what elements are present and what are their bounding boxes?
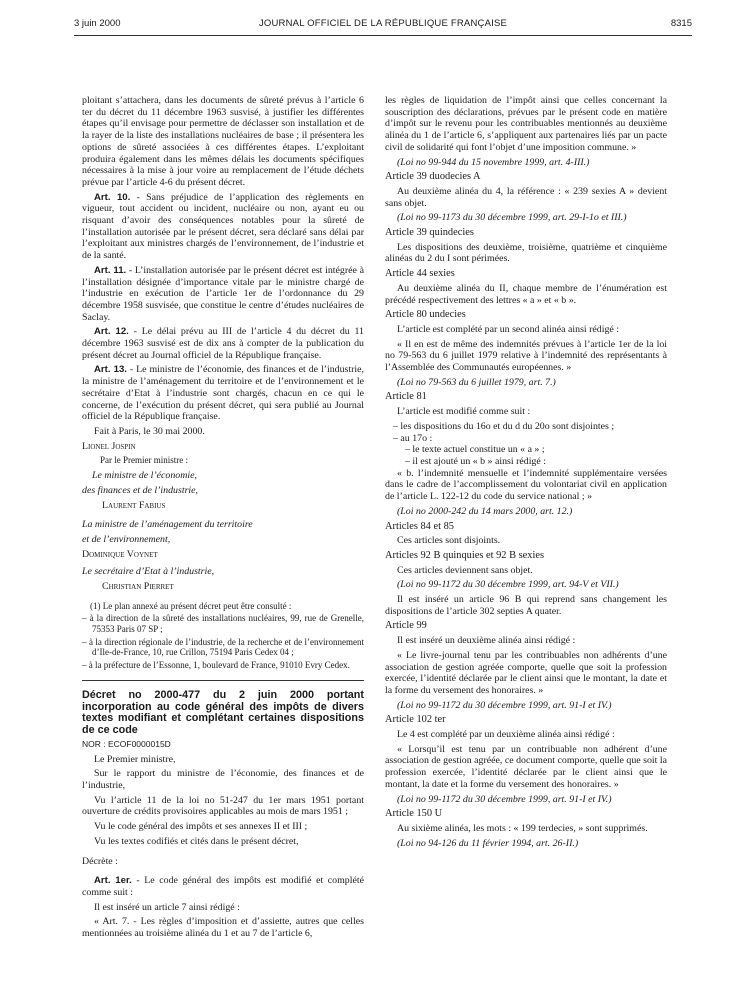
paragraph-15: « Lorsqu’il est tenu par un contribuable non adhérent d’une association de gestion agréée, ce document comporte, quelle que soit la profession exercée, l’identité déclarée par le client ainsi que le montant, la date et la forme du versement des honoraires. » — [385, 743, 667, 790]
footnotes — [82, 601, 364, 671]
paragraph-7: L’article est modifié comme suit : — [397, 406, 531, 418]
article-12 — [82, 326, 364, 361]
decrete: Décrète : — [82, 855, 118, 867]
paragraph-5: L’article est complété par un second alinéa ainsi rédigé : — [397, 323, 620, 335]
citation-3: (Loi no 79-563 du 6 juillet 1979, art. 7.) — [397, 376, 556, 388]
paragraph-2: Au deuxième alinéa du 4, la référence : « 239 sexies A » devient sans objet. — [385, 185, 667, 209]
article-12-label: Art. 12. — [94, 326, 129, 338]
citation-2: (Loi no 99-1173 du 30 décembre 1999, art. 29-I-1o et III.) — [397, 212, 627, 224]
minister-2-title-b: et de l’environnement, — [82, 533, 171, 545]
article-13-text: - Le ministre de l’économie, des finances et de l’industrie, la ministre de l’aménagement du territoire et de l’environnement et le secrétaire d’Etat à l’industrie sont chargés, chacun en ce qui le concerne, de l’exécution du présent décret, qui sera publié au Journal officiel de la République française. — [82, 364, 365, 423]
paragraph-13: « Le livre-journal tenu par les contribuables non adhérents d’une association de gestion agréée comporte, quelle que soit la profession exercée, l’identité déclarée par le client ainsi que le montant, la date et la forme du versement des honoraires. » — [385, 649, 667, 696]
minister-2-name: Dominique Voynet — [82, 548, 158, 560]
paragraph-3: Les dispositions des deuxième, troisième, quatrième et cinquième alinéas du 2 du I sont périmées. — [385, 241, 667, 265]
article-12-text: - Le délai prévu au III de l’article 4 du décret du 11 décembre 1963 susvisé est de dix ans à compter de la publication du présent décret au Journal officiel de la République française. — [82, 326, 364, 361]
heading-81: Article 81 — [385, 391, 427, 403]
heading-39-quindecies: Article 39 quindecies — [385, 227, 474, 239]
done-at: Fait à Paris, le 30 mai 2000. — [94, 425, 205, 437]
continuation-paragraph: les règles de liquidation de l’impôt ainsi que celles concernant la souscription des déclarations, prévues par le présent code en matière d’impôt sur le revenu pour les contribuables mentionnés au deuxième alinéa du 1 de l’article 6, s’appliquent aux partenaires liés par un pacte civil de solidarité qui font l’objet d’une imposition commune. » — [385, 95, 667, 153]
visa-2: Vu le code général des impôts et ses annexes II et III ; — [94, 821, 308, 833]
heading-80-undecies: Article 80 undecies — [385, 309, 466, 321]
article-1 — [82, 875, 364, 898]
heading-99: Article 99 — [385, 620, 427, 632]
minister-2-title-a: La ministre de l’aménagement du territoire — [82, 519, 253, 531]
header-page-number: 8315 — [670, 18, 692, 29]
article-11-label: Art. 11. — [94, 264, 127, 276]
minister-3-title: Le secrétaire d’Etat à l’industrie, — [82, 566, 215, 578]
heading-150-u: Article 150 U — [385, 808, 443, 820]
minister-1-name: Laurent Fabius — [102, 499, 166, 511]
right-column — [385, 95, 667, 852]
article-1-text: - Le code général des impôts est modifié et complété comme suit : — [82, 875, 364, 898]
visa-3: Vu les textes codifiés et cités dans le présent décret, — [94, 835, 299, 847]
dash-item-1: – les dispositions du 16o et du d du 20o sont disjointes ; — [393, 420, 615, 432]
heading-102-ter: Article 102 ter — [385, 714, 446, 726]
visa-1: Vu l’article 11 de la loi no 51-247 du 1er mars 1951 portant ouverture de crédits provisoires applicables au mois de mars 1951 ; — [82, 794, 364, 818]
citation-8: (Loi no 94-126 du 11 février 1994, art. 26-II.) — [397, 837, 579, 849]
left-column — [82, 95, 364, 943]
article-11 — [82, 265, 364, 324]
paragraph-10: Ces articles deviennent sans objet. — [397, 564, 533, 576]
paragraph-4: Au deuxième alinéa du II, chaque membre de l’énumération est précédé respectivement des lettres « a » et « b ». — [385, 282, 667, 306]
minister-3-name: Christian Pierret — [102, 581, 174, 593]
heading-84-85: Articles 84 et 85 — [385, 520, 454, 532]
article-10 — [82, 192, 364, 262]
article-7-text: « Art. 7. - Les règles d’imposition et d’assiette, autres que celles mentionnées au troisième alinéa du 1 et au 7 de l’article 6, — [82, 916, 364, 940]
paragraph-6: « Il en est de même des indemnités prévues à l’article 1er de la loi no 79-563 du 6 juillet 1979 relative à l’indemnité des représentants à l’Assemblée des Communautés européennes. » — [385, 338, 667, 374]
citation-6: (Loi no 99-1172 du 30 décembre 1999, art. 91-I et IV.) — [397, 699, 612, 711]
pm-label: Par le Premier ministre : — [100, 455, 188, 466]
article-10-text: - Sans préjudice de l’application des règlements en vigueur, tout accident ou incident, nucléaire ou non, ayant eu ou risquant d’avoir des conséquences notables pour la sûreté de l’installation autorisée par le présent décret, sera déclaré sans délai par l’exploitant aux ministres chargés de l’environnement, de l’industrie et de la santé. — [82, 191, 364, 262]
paragraph-12: Il est inséré un deuxième alinéa ainsi rédigé : — [397, 635, 576, 647]
citation-1: (Loi no 99-944 du 15 novembre 1999, art. 4-III.) — [397, 156, 590, 168]
page-header — [74, 18, 692, 34]
footnote-4: – à la préfecture de l’Essonne, 1, boulevard de France, 91010 Evry Cedex. — [82, 659, 350, 670]
footnote-3: – à la direction régionale de l’industrie, de la recherche et de l’environnement d’Ile-de-France, 10, rue Crillon, 75194 Paris Cedex 04 ; — [82, 636, 364, 658]
dash-item-2: – au 17o : — [393, 432, 433, 444]
footnote-2: – à la direction de la sûreté des installations nucléaires, 99, rue de Grenelle, 75353 Paris 07 SP ; — [82, 613, 364, 634]
dash-item-4: – il est ajouté un « b » ainsi rédigé : — [405, 455, 546, 467]
pm-signature: Lionel Jospin — [82, 440, 136, 452]
article-11-text: - L’installation autorisée par le présent décret est intégrée à l’installation désignée d’importance vitale par le ministre chargé de l’industrie en exécution de l’article 1er de l’ordonnance du 29 décembre 1958 susvisée, que constitue le centre d’études nucléaires de Saclay. — [82, 264, 365, 323]
header-date: 3 juin 2000 — [74, 18, 121, 29]
article-1-label: Art. 1er. — [94, 875, 132, 887]
paragraph-8: « b. l’indemnité mensuelle et l’indemnité supplémentaire versées dans le cadre de l’accomplissement du volontariat civil en application de l’article L. 122-12 du code du service national ; » — [385, 467, 667, 503]
dash-item-3: – le texte actuel constitue un « a » ; — [405, 444, 545, 456]
header-rule — [74, 35, 692, 36]
nor-reference: NOR : ECOF0000015D — [82, 738, 171, 749]
citation-4: (Loi no 2000-242 du 14 mars 2000, art. 12.) — [397, 505, 573, 517]
intro-paragraph: ploitant s’attachera, dans les documents de sûreté prévus à l’article 6 ter du décret du 11 décembre 1963 susvisé, à justifier les différentes étapes qu’il envisage pour permettre de déclasser son installation et de la rayer de la liste des installations nucléaires de base ; il présentera les options de sûreté associées à ces différentes étapes. L’exploitant produira également dans les mêmes délais les documents spécifiques nécessaires à la mise à jour voire au remplacement de l’étude déchets prévue par l’article 4-6 du présent décret. — [82, 95, 364, 188]
decree-title: Décret no 2000-477 du 2 juin 2000 portant incorporation au code général des impôts de divers textes modifiant et complétant certaines dispositions de ce code — [82, 689, 364, 736]
heading-44-sexies: Article 44 sexies — [385, 268, 455, 280]
footnote-1: (1) Le plan annexé au présent décret peut être consulté : — [90, 600, 292, 611]
article-10-label: Art. 10. — [94, 191, 131, 203]
report-line: Sur le rapport du ministre de l’économie, des finances et de l’industrie, — [82, 768, 364, 792]
heading-39-duodecies-a: Article 39 duodecies A — [385, 171, 481, 183]
minister-1-title-b: des finances et de l’industrie, — [82, 484, 199, 496]
citation-7: (Loi no 99-1172 du 30 décembre 1999, art. 91-I et IV.) — [397, 793, 612, 805]
article-13-label: Art. 13. — [94, 364, 127, 376]
article-13 — [82, 364, 364, 423]
header-journal-title: JOURNAL OFFICIEL DE LA RÉPUBLIQUE FRANÇAISE — [258, 18, 508, 29]
heading-92b: Articles 92 B quinquies et 92 B sexies — [385, 549, 545, 561]
paragraph-14: Le 4 est complété par un deuxième alinéa ainsi rédigé : — [397, 729, 615, 741]
citation-5: (Loi no 99-1172 du 30 décembre 1999, art. 94-V et VII.) — [397, 579, 619, 591]
paragraph-9: Ces articles sont disjoints. — [397, 535, 501, 547]
section-rule — [82, 680, 364, 681]
minister-1-title-a: Le ministre de l’économie, — [92, 470, 197, 482]
prime-minister: Le Premier ministre, — [94, 753, 176, 765]
paragraph-11: Il est inséré un article 96 B qui reprend sans changement les dispositions de l’article 302 septies A quater. — [385, 594, 667, 617]
article-7-insert: Il est inséré un article 7 ainsi rédigé : — [94, 901, 240, 913]
paragraph-16: Au sixième alinéa, les mots : « 199 terdecies, » sont supprimés. — [397, 822, 648, 834]
